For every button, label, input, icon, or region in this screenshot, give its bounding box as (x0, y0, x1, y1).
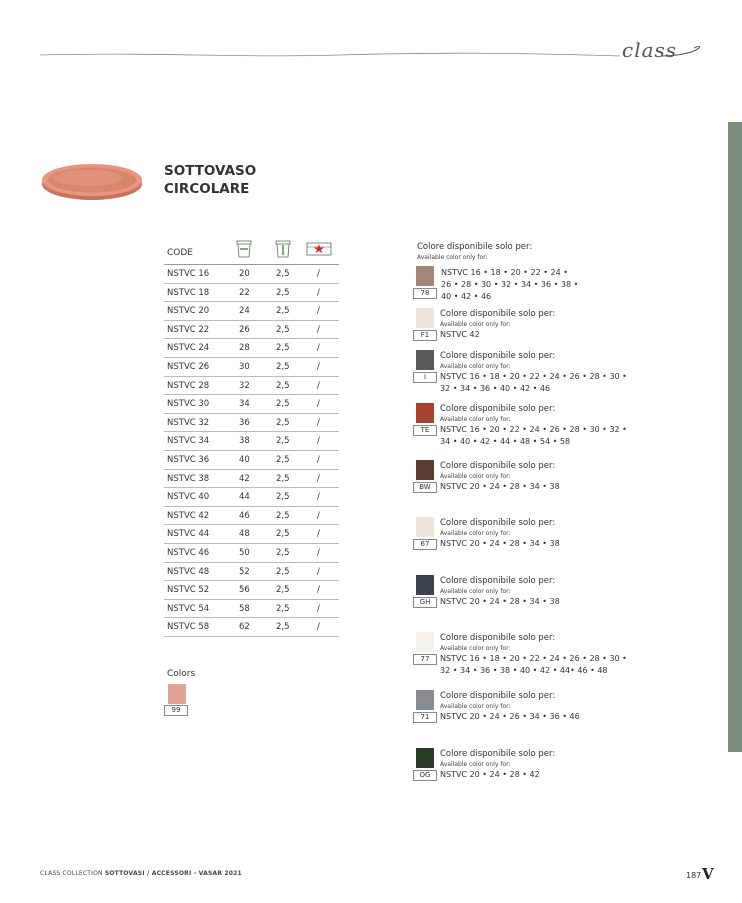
color-code-tag: BW (413, 482, 437, 493)
height-cell: 2,5 (276, 603, 290, 614)
color-code-tag: F1 (413, 330, 437, 341)
table-row (164, 339, 339, 358)
color-code-tag: GH (413, 597, 437, 608)
height-cell: 2,5 (276, 361, 290, 372)
color-heading-en: Available color only for: (440, 416, 511, 423)
compatible-codes: NSTVC 20 • 24 • 28 • 34 • 38 (440, 482, 560, 491)
diameter-cell: 48 (239, 529, 250, 540)
diameter-cell: 50 (239, 547, 250, 558)
color-heading-en: Available color only for: (440, 703, 511, 710)
drainage-cell: / (317, 585, 320, 596)
footer-prefix: CLASS COLLECTION (40, 870, 105, 877)
diameter-cell: 38 (239, 436, 250, 447)
table-row (164, 302, 339, 321)
height-cell: 2,5 (276, 547, 290, 558)
header-rule (40, 50, 620, 60)
diameter-cell: 56 (239, 585, 250, 596)
color-swatch-77 (416, 632, 434, 652)
table-row (164, 377, 339, 396)
height-cell: 2,5 (276, 529, 290, 540)
table-body (164, 265, 339, 637)
table-row (164, 265, 339, 284)
product-table (164, 238, 339, 637)
diameter-cell: 22 (239, 287, 250, 298)
table-row (164, 581, 339, 600)
drainage-cell: / (317, 436, 320, 447)
drainage-cell: / (317, 324, 320, 335)
height-cell: 2,5 (276, 622, 290, 633)
code-header: CODE (167, 248, 193, 258)
compatible-codes: 26 • 28 • 30 • 32 • 34 • 36 • 38 • (441, 280, 579, 289)
color-code-99: 99 (164, 705, 188, 716)
brand-logo: class (622, 38, 678, 62)
code-cell: NSTVC 26 (167, 361, 210, 372)
table-row (164, 321, 339, 340)
color-heading-it: Colore disponibile solo per: (440, 351, 556, 361)
diameter-cell: 40 (239, 454, 250, 465)
height-cell: 2,5 (276, 454, 290, 465)
no-drainage-icon (306, 240, 332, 258)
available-heading-en: Available color only for: (417, 254, 488, 261)
height-cell: 2,5 (276, 269, 290, 279)
drainage-cell: / (317, 566, 320, 577)
table-row (164, 525, 339, 544)
code-cell: NSTVC 52 (167, 585, 210, 596)
diameter-cell: 62 (239, 622, 250, 633)
table-row (164, 563, 339, 582)
color-heading-en: Available color only for: (440, 645, 511, 652)
table-row (164, 544, 339, 563)
code-cell: NSTVC 28 (167, 380, 210, 391)
compatible-codes: NSTVC 20 • 24 • 26 • 34 • 36 • 46 (440, 712, 580, 721)
drainage-cell: / (317, 399, 320, 410)
drainage-cell: / (317, 529, 320, 540)
code-cell: NSTVC 46 (167, 547, 210, 558)
color-swatch-gh (416, 575, 434, 595)
code-cell: NSTVC 40 (167, 492, 210, 503)
height-cell: 2,5 (276, 324, 290, 335)
compatible-codes: NSTVC 16 • 18 • 20 • 22 • 24 • 26 • 28 • 30 • (440, 372, 627, 381)
height-cell: 2,5 (276, 436, 290, 447)
drainage-cell: / (317, 343, 320, 354)
height-cell: 2,5 (276, 566, 290, 577)
color-code-tag: 77 (413, 654, 437, 665)
code-cell: NSTVC 32 (167, 417, 210, 428)
height-cell: 2,5 (276, 399, 290, 410)
drainage-cell: / (317, 547, 320, 558)
color-swatch-og (416, 748, 434, 768)
product-title-line2: CIRCOLARE (164, 181, 250, 197)
drainage-cell: / (317, 473, 320, 484)
color-swatch-78 (416, 266, 434, 286)
color-heading-it: Colore disponibile solo per: (440, 749, 556, 759)
drainage-cell: / (317, 361, 320, 372)
color-heading-it: Colore disponibile solo per: (440, 691, 556, 701)
color-code-tag: 67 (413, 539, 437, 550)
diameter-cell: 24 (239, 306, 250, 317)
color-swatch-bw (416, 460, 434, 480)
color-swatch-99 (168, 684, 186, 704)
color-heading-it: Colore disponibile solo per: (440, 309, 556, 319)
color-heading-en: Available color only for: (440, 473, 511, 480)
code-cell: NSTVC 44 (167, 529, 210, 540)
table-row (164, 432, 339, 451)
table-row (164, 600, 339, 619)
color-swatch-67 (416, 517, 434, 537)
product-image-saucer (40, 160, 145, 206)
height-cell: 2,5 (276, 380, 290, 391)
color-code-tag: 78 (413, 288, 437, 299)
table-row (164, 507, 339, 526)
height-cell: 2,5 (276, 473, 290, 484)
height-cell: 2,5 (276, 510, 290, 521)
compatible-codes: NSTVC 20 • 24 • 28 • 34 • 38 (440, 597, 560, 606)
drainage-cell: / (317, 269, 320, 279)
color-swatch-te (416, 403, 434, 423)
color-code-tag: 71 (413, 712, 437, 723)
code-cell: NSTVC 18 (167, 287, 210, 298)
color-heading-en: Available color only for: (440, 530, 511, 537)
compatible-codes: 32 • 34 • 36 • 38 • 40 • 42 • 44• 46 • 48 (440, 666, 608, 675)
diameter-cell: 26 (239, 324, 250, 335)
code-cell: NSTVC 54 (167, 603, 210, 614)
available-heading-it: Colore disponibile solo per: (417, 242, 533, 252)
height-cell: 2,5 (276, 492, 290, 503)
table-row (164, 284, 339, 303)
compatible-codes: NSTVC 20 • 24 • 28 • 42 (440, 770, 540, 779)
drainage-cell: / (317, 417, 320, 428)
compatible-codes: NSTVC 42 (440, 330, 480, 339)
vasar-logo: V (702, 865, 714, 883)
diameter-cell: 52 (239, 566, 250, 577)
page-number: 187 (686, 871, 702, 880)
table-row (164, 451, 339, 470)
diameter-cell: 58 (239, 603, 250, 614)
color-heading-it: Colore disponibile solo per: (440, 576, 556, 586)
color-heading-en: Available color only for: (440, 363, 511, 370)
color-swatch-f1 (416, 308, 434, 328)
color-heading-en: Available color only for: (440, 761, 511, 768)
height-cell: 2,5 (276, 585, 290, 596)
compatible-codes: 32 • 34 • 36 • 40 • 42 • 46 (440, 384, 551, 393)
drainage-cell: / (317, 492, 320, 503)
color-heading-en: Available color only for: (440, 588, 511, 595)
code-cell: NSTVC 36 (167, 454, 210, 465)
color-code-tag: OG (413, 770, 437, 781)
diameter-cell: 42 (239, 473, 250, 484)
color-heading-it: Colore disponibile solo per: (440, 633, 556, 643)
code-cell: NSTVC 48 (167, 566, 210, 577)
color-heading-en: Available color only for: (440, 321, 511, 328)
drainage-cell: / (317, 603, 320, 614)
height-cell: 2,5 (276, 287, 290, 298)
color-code-tag: I (413, 372, 437, 383)
diameter-cell: 32 (239, 380, 250, 391)
height-cell: 2,5 (276, 306, 290, 317)
drainage-cell: / (317, 306, 320, 317)
diameter-cell: 46 (239, 510, 250, 521)
drainage-cell: / (317, 287, 320, 298)
height-cell: 2,5 (276, 343, 290, 354)
color-heading-it: Colore disponibile solo per: (440, 518, 556, 528)
drainage-cell: / (317, 380, 320, 391)
diameter-icon (236, 240, 252, 258)
color-swatch-i (416, 350, 434, 370)
diameter-cell: 34 (239, 399, 250, 410)
code-cell: NSTVC 22 (167, 324, 210, 335)
diameter-cell: 44 (239, 492, 250, 503)
diameter-cell: 36 (239, 417, 250, 428)
height-cell: 2,5 (276, 417, 290, 428)
compatible-codes: 34 • 40 • 42 • 44 • 48 • 54 • 58 (440, 437, 571, 446)
brand-swash (660, 44, 704, 60)
footer-text (40, 870, 242, 877)
diameter-cell: 20 (239, 269, 250, 279)
colors-label: Colors (167, 669, 196, 679)
table-row (164, 395, 339, 414)
height-icon (275, 240, 291, 258)
drainage-cell: / (317, 510, 320, 521)
compatible-codes: 40 • 42 • 46 (441, 292, 492, 301)
compatible-codes: NSTVC 16 • 20 • 22 • 24 • 26 • 28 • 30 • 32 • (440, 425, 627, 434)
product-title (164, 162, 256, 198)
color-heading-it: Colore disponibile solo per: (440, 404, 556, 414)
compatible-codes: NSTVC 16 • 18 • 20 • 22 • 24 • 26 • 28 • 30 • (440, 654, 627, 663)
code-cell: NSTVC 34 (167, 436, 210, 447)
table-row (164, 414, 339, 433)
compatible-codes: NSTVC 16 • 18 • 20 • 22 • 24 • (441, 268, 568, 277)
color-code-tag: TE (413, 425, 437, 436)
color-swatch-71 (416, 690, 434, 710)
table-row (164, 358, 339, 377)
diameter-cell: 30 (239, 361, 250, 372)
table-row (164, 618, 339, 637)
code-cell: NSTVC 16 (167, 269, 210, 279)
color-heading-it: Colore disponibile solo per: (440, 461, 556, 471)
table-row (164, 470, 339, 489)
code-cell: NSTVC 42 (167, 510, 210, 521)
code-cell: NSTVC 30 (167, 399, 210, 410)
compatible-codes: NSTVC 20 • 24 • 28 • 34 • 38 (440, 539, 560, 548)
code-cell: NSTVC 24 (167, 343, 210, 354)
code-cell: NSTVC 58 (167, 622, 210, 633)
footer-section: SOTTOVASI / ACCESSORI - VASAR 2021 (104, 870, 242, 877)
sidebar-accent-bar (728, 122, 742, 752)
drainage-cell: / (317, 622, 320, 633)
product-title-line1: SOTTOVASO (164, 163, 257, 179)
code-cell: NSTVC 38 (167, 473, 210, 484)
table-row (164, 488, 339, 507)
code-cell: NSTVC 20 (167, 306, 210, 317)
diameter-cell: 28 (239, 343, 250, 354)
table-header (164, 238, 339, 265)
drainage-cell: / (317, 454, 320, 465)
